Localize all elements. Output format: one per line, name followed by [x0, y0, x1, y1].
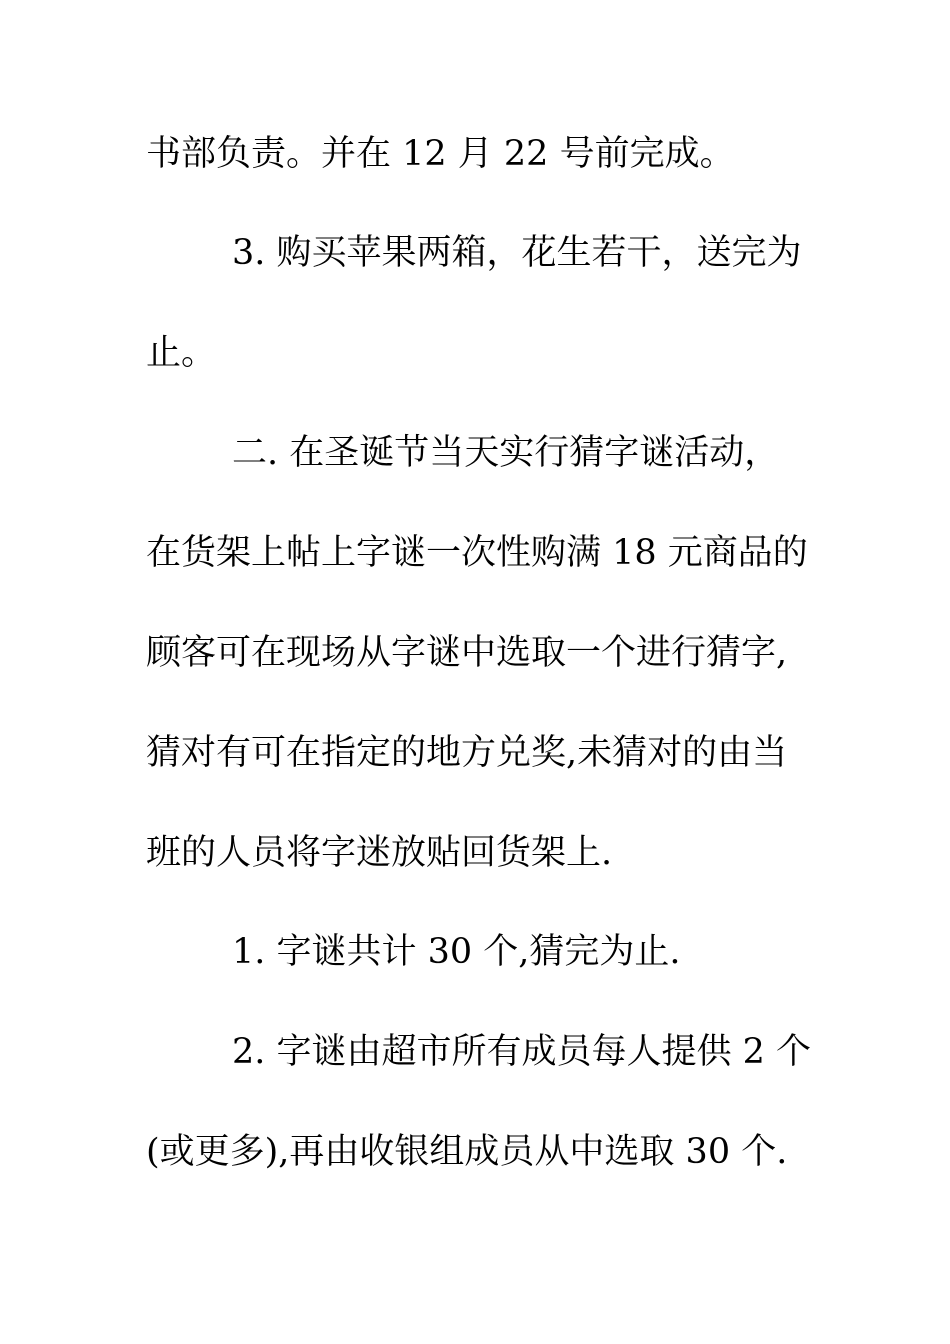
text-line: 顾客可在现场从字谜中选取一个进行猜字, — [146, 633, 788, 673]
text-line: 猜对有可在指定的地方兑奖,未猜对的由当 — [146, 733, 788, 773]
text-line: 止。 — [146, 333, 217, 373]
text-line: 书部负责。并在 12 月 22 号前完成。 — [146, 134, 735, 174]
text-line: 班的人员将字迷放贴回货架上. — [146, 833, 613, 873]
text-line: 在货架上帖上字谜一次性购满 18 元商品的 — [146, 533, 808, 573]
text-line-item-1: 1. 字谜共计 30 个,猜完为止. — [232, 932, 681, 972]
section-heading-2: 二. 在圣诞节当天实行猜字谜活动， — [232, 433, 780, 473]
text-line-item-2: 2. 字谜由超市所有成员每人提供 2 个 — [232, 1032, 812, 1072]
text-line-item-3: 3. 购买苹果两箱，花生若干，送完为 — [232, 233, 802, 273]
text-line: (或更多),再由收银组成员从中选取 30 个. — [146, 1132, 788, 1172]
